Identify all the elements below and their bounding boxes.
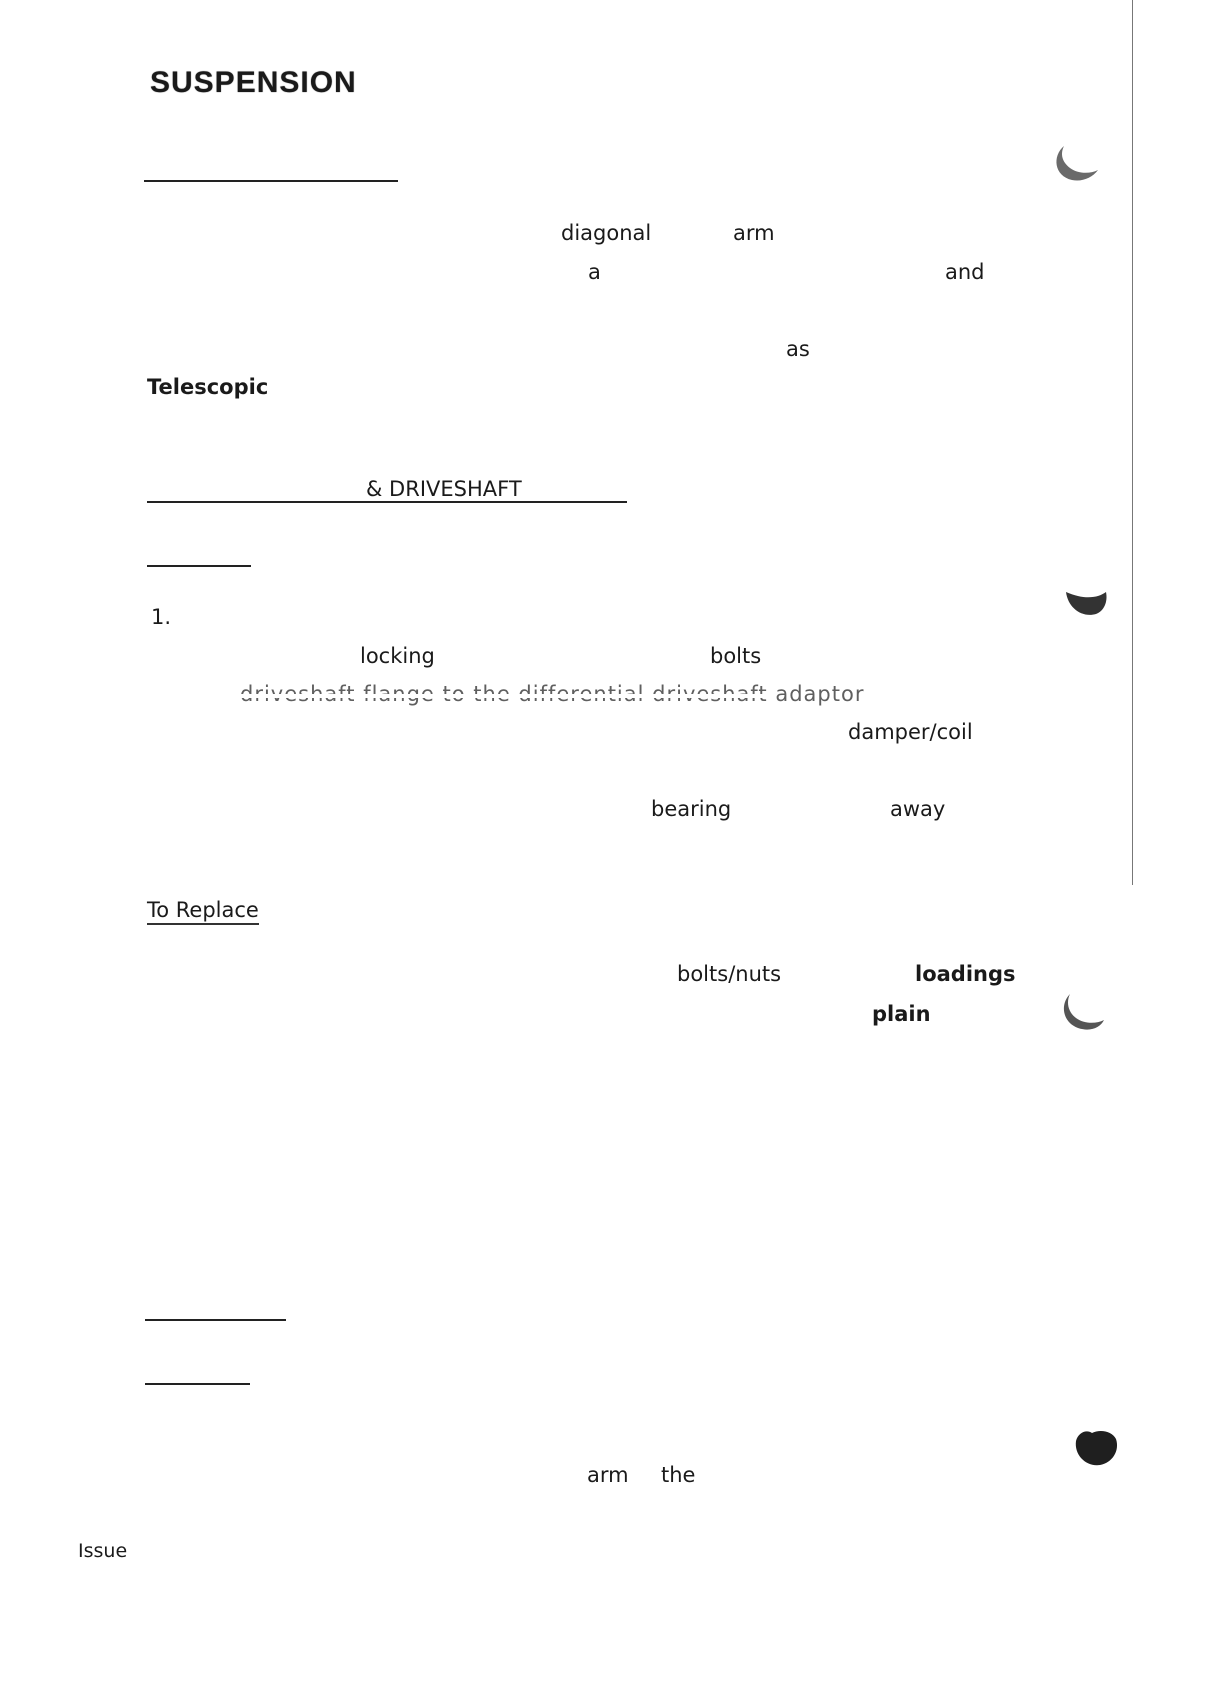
word-bolts-nuts: bolts/nuts	[677, 962, 782, 986]
word-bearing: bearing	[651, 797, 732, 821]
driveshaft-heading: & DRIVESHAFT	[366, 477, 522, 501]
word-bolts: bolts	[710, 644, 762, 668]
subsection-rule-2	[145, 1383, 250, 1385]
word-a: a	[588, 260, 601, 284]
scan-edge-line	[1132, 0, 1133, 885]
word-the: the	[661, 1463, 696, 1487]
punch-mark-icon	[1062, 578, 1110, 622]
word-arm-2: arm	[587, 1463, 629, 1487]
footer-issue: Issue	[78, 1540, 128, 1562]
page-title: SUSPENSION	[150, 66, 357, 99]
word-away: away	[890, 797, 946, 821]
section-rule-1	[144, 180, 398, 182]
punch-mark-icon	[1070, 1425, 1122, 1473]
word-and: and	[945, 260, 985, 284]
word-arm: arm	[733, 221, 775, 245]
to-replace-heading: To Replace	[147, 898, 259, 925]
subsection-rule-1	[147, 565, 251, 567]
word-telescopic: Telescopic	[147, 375, 269, 399]
step-number: 1.	[151, 605, 172, 629]
punch-mark-icon	[1058, 990, 1108, 1036]
punch-mark-icon	[1050, 142, 1102, 188]
section-rule-2	[147, 501, 627, 503]
section-rule-3	[145, 1319, 286, 1321]
word-damper-coil: damper/coil	[848, 720, 973, 744]
word-loadings: loadings	[915, 962, 1016, 986]
word-locking: locking	[360, 644, 435, 668]
word-diagonal: diagonal	[561, 221, 652, 245]
faded-text-line: driveshaft flange to the differential driveshaft adaptor	[240, 682, 865, 706]
word-plain: plain	[872, 1002, 931, 1026]
word-as: as	[786, 337, 810, 361]
